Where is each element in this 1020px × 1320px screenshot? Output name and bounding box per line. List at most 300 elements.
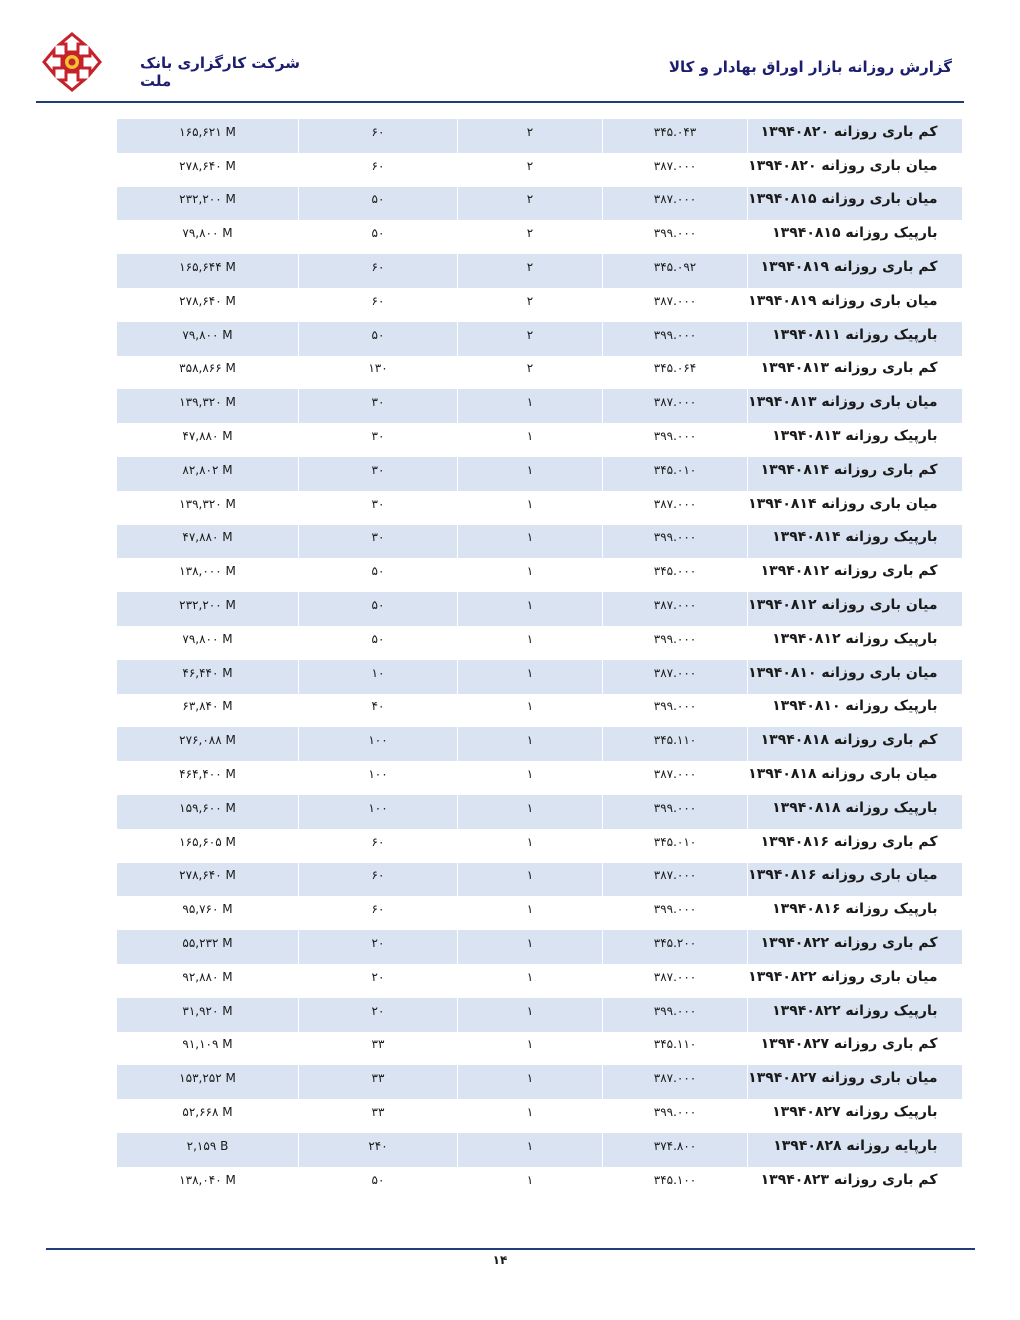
trade-price-cell-text: ۳۴۵.۰۰۰: [653, 564, 697, 579]
trade-count-cell: [458, 254, 603, 288]
trade-count-cell: [458, 1032, 603, 1066]
trade-value-cell: [117, 356, 299, 390]
trade-quantity-cell-text: ۱۰۰: [368, 800, 388, 815]
trade-quantity-cell: [299, 930, 458, 964]
trade-count-cell-text: ۱: [526, 800, 534, 815]
trade-count-cell: [458, 660, 603, 694]
trade-price-cell-text: ۳۹۹.۰۰۰: [653, 530, 697, 545]
trade-count-cell-text: ۱: [526, 631, 534, 646]
page-header: [0, 0, 1020, 110]
trade-value-cell-text: ۴۶,۴۴۰ M: [182, 665, 233, 680]
trade-quantity-cell: [299, 322, 458, 356]
table-row: [117, 356, 962, 390]
trade-quantity-cell-text: ۵۰: [371, 1172, 385, 1187]
table-row: [117, 288, 962, 322]
contract-name-cell-text: کم باری روزانه ۱۳۹۴۰۸۱۸: [760, 732, 938, 749]
contract-name-cell-text: میان باری روزانه ۱۳۹۴۰۸۲۷: [748, 1070, 938, 1087]
trade-value-cell: [117, 119, 299, 153]
trade-value-cell-text: ۱۵۹,۶۰۰ M: [179, 800, 236, 815]
trade-count-cell: [458, 187, 603, 221]
trade-price-cell: [603, 964, 748, 998]
trade-value-cell-text: ۱۵۳,۲۵۲ M: [179, 1071, 236, 1086]
trade-count-cell: [458, 525, 603, 559]
trade-count-cell-text: ۱: [526, 733, 534, 748]
trade-value-cell-text: ۹۱,۱۰۹ M: [182, 1037, 233, 1052]
trade-quantity-cell: [299, 187, 458, 221]
trade-count-cell: [458, 694, 603, 728]
contract-name-cell: [748, 423, 962, 457]
contract-name-cell: [748, 153, 962, 187]
trade-count-cell-text: ۱: [526, 1003, 534, 1018]
trade-price-cell: [603, 356, 748, 390]
trade-quantity-cell-text: ۵۰: [371, 192, 385, 207]
table-row: [117, 1133, 962, 1167]
contract-name-cell-text: کم باری روزانه ۱۳۹۴۰۸۱۶: [760, 833, 938, 850]
trade-count-cell: [458, 356, 603, 390]
trade-count-cell: [458, 220, 603, 254]
trade-value-cell-text: ۱۶۵,۶۲۱ M: [179, 124, 236, 139]
trade-count-cell-text: ۱: [526, 395, 534, 410]
trade-price-cell: [603, 491, 748, 525]
trade-price-cell: [603, 1032, 748, 1066]
contract-name-cell: [748, 592, 962, 626]
trade-quantity-cell-text: ۵۰: [371, 226, 385, 241]
trade-count-cell-text: ۱: [526, 530, 534, 545]
trade-price-cell-text: ۳۴۵.۰۴۳: [653, 124, 697, 139]
trade-count-cell: [458, 423, 603, 457]
trade-price-cell-text: ۳۸۷.۰۰۰: [653, 598, 697, 613]
contract-name-cell-text: میان باری روزانه ۱۳۹۴۰۸۱۹: [748, 292, 938, 309]
trade-value-cell-text: ۲۳۲,۲۰۰ M: [179, 598, 236, 613]
contract-name-cell-text: میان باری روزانه ۱۳۹۴۰۸۱۲: [748, 597, 938, 614]
trade-value-cell-text: ۸۲,۸۰۲ M: [182, 462, 233, 477]
table-row: [117, 491, 962, 525]
trade-price-cell: [603, 592, 748, 626]
trade-count-cell-text: ۱: [526, 936, 534, 951]
contract-name-cell-text: بارپیک روزانه ۱۳۹۴۰۸۲۲: [772, 1002, 938, 1019]
trade-price-cell: [603, 525, 748, 559]
table-row: [117, 187, 962, 221]
trade-value-cell: [117, 1032, 299, 1066]
contract-name-cell-text: میان باری روزانه ۱۳۹۴۰۸۱۰: [748, 664, 938, 681]
trade-value-cell-text: ۴۷,۸۸۰ M: [182, 530, 233, 545]
trade-value-cell: [117, 592, 299, 626]
trade-count-cell-text: ۱: [526, 462, 534, 477]
trade-value-cell-text: ۱۳۸,۰۴۰ M: [179, 1172, 236, 1187]
trade-count-cell: [458, 930, 603, 964]
trade-price-cell: [603, 423, 748, 457]
trade-count-cell-text: ۲: [526, 260, 534, 275]
contract-name-cell-text: میان باری روزانه ۱۳۹۴۰۸۲۰: [748, 157, 938, 174]
contract-name-cell-text: میان باری روزانه ۱۳۹۴۰۸۱۵: [748, 191, 938, 208]
trade-price-cell: [603, 795, 748, 829]
trade-count-cell: [458, 322, 603, 356]
trade-value-cell-text: ۲۳۲,۲۰۰ M: [179, 192, 236, 207]
trade-value-cell-text: ۲۷۸,۶۴۰ M: [179, 158, 236, 173]
contract-name-cell: [748, 761, 962, 795]
table-row: [117, 592, 962, 626]
trade-quantity-cell: [299, 626, 458, 660]
trade-count-cell-text: ۱: [526, 1037, 534, 1052]
trade-count-cell-text: ۱: [526, 902, 534, 917]
trade-quantity-cell: [299, 491, 458, 525]
trade-quantity-cell-text: ۶۰: [371, 834, 385, 849]
trade-value-cell: [117, 322, 299, 356]
contract-name-cell: [748, 660, 962, 694]
contract-name-cell: [748, 1099, 962, 1133]
contract-name-cell: [748, 829, 962, 863]
trade-value-cell: [117, 998, 299, 1032]
trade-value-cell-text: ۲۷۶,۰۸۸ M: [179, 733, 236, 748]
trade-price-cell-text: ۳۹۹.۰۰۰: [653, 800, 697, 815]
table-row: [117, 423, 962, 457]
contract-name-cell-text: بارپیک روزانه ۱۳۹۴۰۸۱۴: [772, 529, 938, 546]
trade-count-cell-text: ۱: [526, 767, 534, 782]
contract-name-cell-text: بارپیک روزانه ۱۳۹۴۰۸۱۳: [772, 428, 938, 445]
contract-name-cell-text: بارپیک روزانه ۱۳۹۴۰۸۱۵: [772, 225, 938, 242]
contract-name-cell-text: کم باری روزانه ۱۳۹۴۰۸۱۲: [760, 563, 938, 580]
trade-value-cell: [117, 288, 299, 322]
trade-value-cell: [117, 829, 299, 863]
trade-quantity-cell-text: ۶۰: [371, 293, 385, 308]
trade-value-cell-text: ۱۳۹,۳۲۰ M: [179, 496, 236, 511]
trade-value-cell: [117, 423, 299, 457]
trade-price-cell-text: ۳۸۷.۰۰۰: [653, 868, 697, 883]
contract-name-cell: [748, 1133, 962, 1167]
trade-price-cell-text: ۳۴۵.۲۰۰: [653, 936, 697, 951]
trade-price-cell: [603, 694, 748, 728]
contract-name-cell: [748, 930, 962, 964]
trade-count-cell-text: ۱: [526, 868, 534, 883]
trade-price-cell: [603, 1133, 748, 1167]
trade-price-cell-text: ۳۴۵.۱۱۰: [653, 733, 697, 748]
trade-value-cell-text: ۳۱,۹۲۰ M: [182, 1003, 233, 1018]
trade-value-cell-text: ۴۷,۸۸۰ M: [182, 429, 233, 444]
contract-name-cell: [748, 491, 962, 525]
trade-quantity-cell: [299, 592, 458, 626]
contract-name-cell-text: بارپیک روزانه ۱۳۹۴۰۸۱۸: [772, 799, 938, 816]
trade-quantity-cell: [299, 153, 458, 187]
trade-quantity-cell-text: ۶۰: [371, 902, 385, 917]
trade-quantity-cell-text: ۴۰: [371, 699, 385, 714]
trade-price-cell: [603, 998, 748, 1032]
trade-value-cell-text: ۲۷۸,۶۴۰ M: [179, 293, 236, 308]
contract-name-cell: [748, 1032, 962, 1066]
trade-count-cell: [458, 592, 603, 626]
trade-value-cell-text: ۱۳۸,۰۰۰ M: [179, 564, 236, 579]
trade-count-cell: [458, 727, 603, 761]
trade-quantity-cell: [299, 761, 458, 795]
trade-value-cell: [117, 558, 299, 592]
table-row: [117, 525, 962, 559]
trade-price-cell: [603, 322, 748, 356]
trade-quantity-cell-text: ۳۳: [371, 1071, 385, 1086]
trade-quantity-cell: [299, 660, 458, 694]
trade-price-cell: [603, 187, 748, 221]
table-row: [117, 660, 962, 694]
trade-quantity-cell: [299, 1032, 458, 1066]
contract-name-cell: [748, 457, 962, 491]
trade-price-cell: [603, 254, 748, 288]
trade-quantity-cell-text: ۲۰: [371, 969, 385, 984]
trade-quantity-cell-text: ۳۰: [371, 496, 385, 511]
trade-value-cell: [117, 153, 299, 187]
trade-price-cell-text: ۳۹۹.۰۰۰: [653, 631, 697, 646]
trade-price-cell-text: ۳۴۵.۱۰۰: [653, 1172, 697, 1187]
table-row: [117, 930, 962, 964]
trade-value-cell-text: ۵۲,۶۶۸ M: [182, 1105, 233, 1119]
table-row: [117, 457, 962, 491]
trade-price-cell-text: ۳۸۷.۰۰۰: [653, 767, 697, 782]
trade-value-cell: [117, 254, 299, 288]
contract-name-cell-text: بارپیک روزانه ۱۳۹۴۰۸۲۷: [772, 1104, 938, 1120]
contract-name-cell: [748, 1167, 962, 1201]
trade-quantity-cell: [299, 998, 458, 1032]
trade-count-cell-text: ۱: [526, 1071, 534, 1086]
trade-quantity-cell-text: ۶۰: [371, 124, 385, 139]
trade-quantity-cell-text: ۶۰: [371, 260, 385, 275]
trade-price-cell: [603, 288, 748, 322]
trade-quantity-cell-text: ۶۰: [371, 868, 385, 883]
trade-quantity-cell: [299, 389, 458, 423]
trade-price-cell: [603, 829, 748, 863]
trade-count-cell: [458, 795, 603, 829]
contract-name-cell: [748, 863, 962, 897]
trade-value-cell: [117, 1133, 299, 1167]
trade-value-cell: [117, 1167, 299, 1201]
trade-price-cell: [603, 1065, 748, 1099]
trade-price-cell: [603, 930, 748, 964]
trade-value-cell-text: ۶۳,۸۴۰ M: [182, 699, 233, 714]
contract-name-cell: [748, 389, 962, 423]
trade-count-cell-text: ۲: [526, 293, 534, 308]
table-row: [117, 727, 962, 761]
contract-name-cell: [748, 1065, 962, 1099]
header-divider: [36, 101, 964, 103]
trade-quantity-cell-text: ۱۰: [371, 665, 385, 680]
trade-count-cell: [458, 1133, 603, 1167]
trade-count-cell: [458, 761, 603, 795]
contract-name-cell-text: کم باری روزانه ۱۳۹۴۰۸۲۰: [760, 123, 938, 140]
trade-value-cell: [117, 660, 299, 694]
trade-count-cell-text: ۱: [526, 1172, 534, 1187]
trade-quantity-cell-text: ۵۰: [371, 564, 385, 579]
trade-price-cell: [603, 220, 748, 254]
footer-divider: [46, 1248, 975, 1250]
trade-price-cell: [603, 1099, 748, 1133]
trade-quantity-cell: [299, 288, 458, 322]
contract-name-cell: [748, 119, 962, 153]
contract-name-cell: [748, 558, 962, 592]
contract-name-cell: [748, 694, 962, 728]
trade-quantity-cell-text: ۲۰: [371, 936, 385, 951]
trade-price-cell-text: ۳۴۵.۰۱۰: [653, 462, 697, 477]
trade-count-cell-text: ۲: [526, 192, 534, 207]
trade-count-cell: [458, 896, 603, 930]
trade-price-cell-text: ۳۹۹.۰۰۰: [653, 226, 697, 241]
trade-count-cell: [458, 1065, 603, 1099]
contract-name-cell-text: بارپیک روزانه ۱۳۹۴۰۸۱۶: [772, 901, 938, 918]
trade-count-cell: [458, 153, 603, 187]
trade-count-cell: [458, 964, 603, 998]
contract-name-cell: [748, 356, 962, 390]
trade-quantity-cell: [299, 220, 458, 254]
trade-count-cell-text: ۲: [526, 361, 534, 376]
trade-price-cell: [603, 863, 748, 897]
trade-quantity-cell-text: ۳۰: [371, 395, 385, 410]
contract-name-cell: [748, 626, 962, 660]
trade-value-cell: [117, 727, 299, 761]
trades-table: [117, 119, 938, 1201]
trade-quantity-cell: [299, 119, 458, 153]
trade-quantity-cell-text: ۱۰۰: [368, 733, 388, 748]
trade-quantity-cell-text: ۱۰۰: [368, 767, 388, 782]
trade-count-cell-text: ۱: [526, 699, 534, 714]
trade-price-cell-text: ۳۸۷.۰۰۰: [653, 192, 697, 207]
trade-count-cell-text: ۱: [526, 429, 534, 444]
table-row: [117, 795, 962, 829]
trade-value-cell-text: ۹۵,۷۶۰ M: [182, 902, 233, 917]
trade-quantity-cell: [299, 558, 458, 592]
trade-price-cell-text: ۳۸۷.۰۰۰: [653, 158, 697, 173]
trade-quantity-cell: [299, 1065, 458, 1099]
table-row: [117, 119, 962, 153]
trade-value-cell-text: ۲,۱۵۹ B: [186, 1138, 229, 1153]
trade-count-cell: [458, 558, 603, 592]
trade-price-cell-text: ۳۴۵.۰۱۰: [653, 834, 697, 849]
trade-value-cell-text: ۴۶۴,۴۰۰ M: [179, 767, 236, 782]
trade-value-cell: [117, 626, 299, 660]
trade-quantity-cell: [299, 727, 458, 761]
company-name: شرکت کارگزاری بانک ملت: [140, 54, 300, 90]
trade-quantity-cell: [299, 795, 458, 829]
trade-quantity-cell: [299, 423, 458, 457]
trade-count-cell: [458, 626, 603, 660]
table-row: [117, 896, 962, 930]
table-row: [117, 863, 962, 897]
table-row: [117, 558, 962, 592]
table-row: [117, 1032, 962, 1066]
trade-value-cell: [117, 795, 299, 829]
trade-price-cell-text: ۳۹۹.۰۰۰: [653, 1003, 697, 1018]
trade-price-cell-text: ۳۸۷.۰۰۰: [653, 496, 697, 511]
trade-price-cell: [603, 727, 748, 761]
trade-quantity-cell: [299, 829, 458, 863]
trade-quantity-cell: [299, 356, 458, 390]
trade-value-cell-text: ۹۲,۸۸۰ M: [182, 969, 233, 984]
trade-value-cell-text: ۱۶۵,۶۰۵ M: [179, 834, 236, 849]
trade-price-cell: [603, 153, 748, 187]
trade-quantity-cell: [299, 1099, 458, 1133]
table-row: [117, 1099, 962, 1133]
trade-count-cell: [458, 389, 603, 423]
trade-count-cell-text: ۲: [526, 226, 534, 241]
trade-value-cell: [117, 187, 299, 221]
trade-count-cell: [458, 863, 603, 897]
trade-value-cell-text: ۷۹,۸۰۰ M: [182, 226, 233, 241]
trade-quantity-cell-text: ۱۳۰: [368, 361, 388, 376]
trade-quantity-cell-text: ۲۴۰: [368, 1138, 388, 1153]
trade-value-cell: [117, 491, 299, 525]
trade-quantity-cell: [299, 1133, 458, 1167]
contract-name-cell: [748, 727, 962, 761]
trade-price-cell: [603, 389, 748, 423]
table-row: [117, 1065, 962, 1099]
trade-value-cell-text: ۳۵۸,۸۶۶ M: [179, 361, 236, 376]
trade-count-cell: [458, 491, 603, 525]
contract-name-cell-text: کم باری روزانه ۱۳۹۴۰۸۱۴: [760, 461, 938, 478]
trade-price-cell: [603, 457, 748, 491]
trade-value-cell-text: ۱۶۵,۶۴۴ M: [179, 260, 236, 275]
trade-count-cell: [458, 288, 603, 322]
trade-value-cell: [117, 389, 299, 423]
trade-count-cell-text: ۱: [526, 496, 534, 511]
trade-value-cell: [117, 694, 299, 728]
trade-quantity-cell: [299, 863, 458, 897]
trade-quantity-cell-text: ۳۳: [371, 1037, 385, 1052]
trade-price-cell-text: ۳۸۷.۰۰۰: [653, 665, 697, 680]
trade-value-cell-text: ۷۹,۸۰۰ M: [182, 327, 233, 342]
trade-value-cell-text: ۵۵,۲۳۲ M: [182, 936, 233, 951]
table-row: [117, 998, 962, 1032]
trade-count-cell: [458, 998, 603, 1032]
contract-name-cell: [748, 964, 962, 998]
trade-count-cell-text: ۲: [526, 124, 534, 139]
trade-value-cell: [117, 863, 299, 897]
trade-value-cell: [117, 457, 299, 491]
trade-count-cell: [458, 119, 603, 153]
table-row: [117, 626, 962, 660]
contract-name-cell-text: کم باری روزانه ۱۳۹۴۰۸۱۳: [760, 360, 938, 377]
trade-count-cell: [458, 1167, 603, 1201]
trade-count-cell-text: ۲: [526, 327, 534, 342]
trade-quantity-cell-text: ۵۰: [371, 327, 385, 342]
contract-name-cell-text: کم باری روزانه ۱۳۹۴۰۸۱۹: [760, 259, 938, 276]
trade-value-cell: [117, 930, 299, 964]
contract-name-cell-text: کم باری روزانه ۱۳۹۴۰۸۲۲: [760, 935, 938, 952]
trade-price-cell-text: ۳۸۷.۰۰۰: [653, 293, 697, 308]
trade-value-cell: [117, 964, 299, 998]
trade-count-cell-text: ۱: [526, 834, 534, 849]
contract-name-cell-text: بارپیک روزانه ۱۳۹۴۰۸۱۰: [772, 698, 938, 715]
trade-count-cell-text: ۱: [526, 665, 534, 680]
trade-count-cell-text: ۲: [526, 158, 534, 173]
table-row: [117, 1167, 962, 1201]
contract-name-cell: [748, 322, 962, 356]
contract-name-cell-text: بارپایه روزانه ۱۳۹۴۰۸۲۸: [773, 1137, 938, 1154]
trade-price-cell-text: ۳۴۵.۰۹۲: [653, 260, 697, 275]
trade-value-cell-text: ۷۹,۸۰۰ M: [182, 631, 233, 646]
trade-quantity-cell-text: ۳۰: [371, 462, 385, 477]
trade-quantity-cell-text: ۵۰: [371, 598, 385, 613]
contract-name-cell: [748, 795, 962, 829]
trade-count-cell-text: ۱: [526, 969, 534, 984]
trade-price-cell-text: ۳۸۷.۰۰۰: [653, 969, 697, 984]
bank-mellat-logo-icon: [40, 30, 104, 94]
table-row: [117, 153, 962, 187]
trade-quantity-cell-text: ۶۰: [371, 158, 385, 173]
trade-quantity-cell-text: ۳۰: [371, 429, 385, 444]
trade-quantity-cell: [299, 694, 458, 728]
report-title: گزارش روزانه بازار اوراق بهادار و کالا: [668, 58, 952, 76]
trade-quantity-cell-text: ۲۰: [371, 1003, 385, 1018]
trade-price-cell-text: ۳۹۹.۰۰۰: [653, 327, 697, 342]
contract-name-cell: [748, 288, 962, 322]
contract-name-cell-text: بارپیک روزانه ۱۳۹۴۰۸۱۱: [772, 326, 938, 343]
trade-quantity-cell-text: ۵۰: [371, 631, 385, 646]
trade-price-cell-text: ۳۷۴.۸۰۰: [653, 1138, 697, 1153]
table-row: [117, 389, 962, 423]
